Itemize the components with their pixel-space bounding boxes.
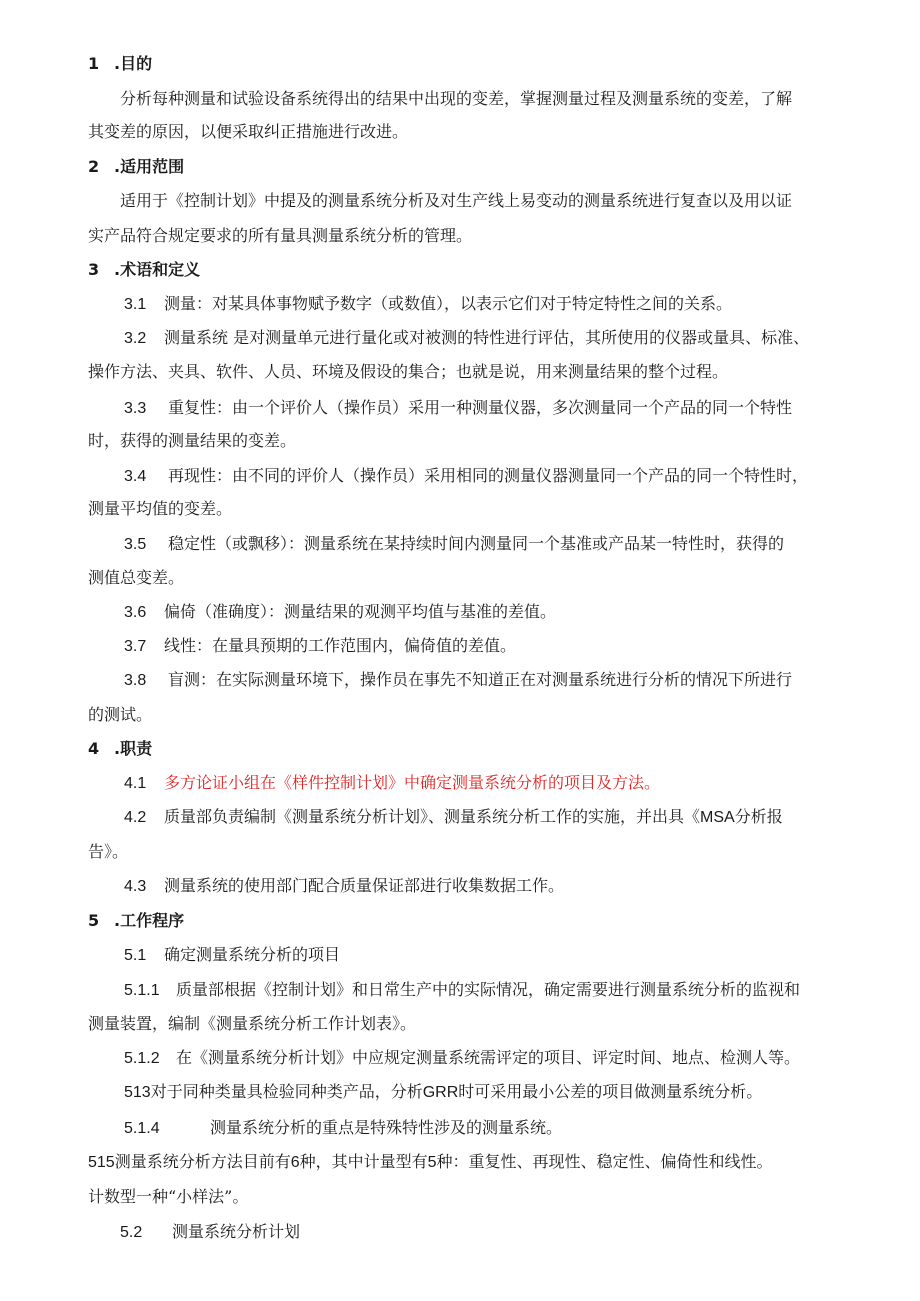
item-text: 测量系统 是对测量单元进行量化或对被测的特性进行评估，其所使用的仪器或量具、标准、 [164,328,810,347]
procedure-continuation: 测量装置，编制《测量系统分析工作计划表》。 [88,1014,417,1033]
procedure-continuation: 计数型一种“小样法”。 [88,1187,249,1206]
item-number: 515 [88,1154,115,1171]
item-text: 确定测量系统分析的项目 [164,945,341,964]
section-2-heading [88,156,184,178]
paragraph-line: 分析每种测量和试验设备系统得出的结果中出现的变差，掌握测量过程及测量系统的变差，了解 [120,89,793,108]
procedure-5-1-3 [124,1081,762,1103]
section-number: 2 [88,157,100,176]
procedure-5-1 [124,944,340,966]
item-number: 3.3 [124,400,147,417]
item-text: 种，其中计量型有 [299,1152,428,1171]
definition-3-7 [124,635,516,657]
section-5-heading [88,910,184,932]
duty-4-2 [124,806,783,828]
definition-3-6 [124,601,556,623]
section-number: 1 [88,54,100,73]
paragraph-line: 适用于《控制计划》中提及的测量系统分析及对生产线上易变动的测量系统进行复查以及用以证 [120,191,793,210]
definition-continuation: 测值总变差。 [88,568,185,587]
definition-3-5 [124,533,784,555]
procedure-5-1-2 [124,1047,800,1069]
item-text: 测量系统的使用部门配合质量保证部进行收集数据工作。 [164,876,565,895]
item-number: 3.2 [124,330,147,347]
item-text-latin: MSA [700,809,735,826]
item-number: 5.1.4 [124,1120,160,1137]
item-text: 盲测：在实际测量环境下，操作员在事先不知道正在对测量系统进行分析的情况下所进行 [168,670,793,689]
item-number: 3.5 [124,536,147,553]
item-number: 3.7 [124,638,147,655]
item-text: 质量部负责编制《测量系统分析计划》、测量系统分析工作的实施，并出具《 [164,807,701,826]
definition-continuation: 的测试。 [88,705,153,724]
section-title: .适用范围 [114,157,185,176]
item-text: 偏倚（准确度）：测量结果的观测平均值与基准的差值。 [164,602,557,621]
duty-4-1 [124,772,660,794]
section-title: .职责 [114,739,153,758]
section-title: .目的 [114,54,153,73]
item-number: 5.1 [124,947,147,964]
item-text: 测量系统分析的重点是特殊特性涉及的测量系统。 [210,1118,563,1137]
section-number: 4 [88,739,100,758]
highlighted-item-text: 多方论证小组在《样件控制计划》中确定测量系统分析的项目及方法。 [164,773,661,792]
item-text: 分析报 [734,807,783,826]
item-number: 3.1 [124,296,147,313]
procedure-5-1-4 [124,1117,562,1139]
item-text: 测量系统分析计划 [172,1222,301,1241]
paragraph-line: 实产品符合规定要求的所有量具测量系统分析的管理。 [88,226,473,245]
section-title: .工作程序 [114,911,185,930]
item-text: 种：重复性、再现性、稳定性、偏倚性和线性。 [436,1152,773,1171]
definition-3-2 [124,327,809,349]
item-text-latin: 6 [290,1154,300,1171]
item-text: 测量：对某具体事物赋予数字（或数值），以表示它们对于特定特性之间的关系。 [164,294,733,313]
section-1-heading [88,53,152,75]
item-text: 在《测量系统分析计划》中应规定测量系统需评定的项目、评定时间、地点、检测人等。 [176,1048,801,1067]
procedure-5-2 [120,1221,300,1243]
item-text: 线性：在量具预期的工作范围内，偏倚值的差值。 [164,636,517,655]
item-number: 4.1 [124,775,147,792]
item-text: 再现性：由不同的评价人（操作员）采用相同的测量仪器测量同一个产品的同一个特性时， [168,466,809,485]
definition-3-4 [124,465,808,487]
item-text: 测量系统分析方法目前有 [114,1152,291,1171]
item-text: 稳定性（或飘移）：测量系统在某持续时间内测量同一个基准或产品某一特性时，获得的 [168,534,785,553]
duty-4-3 [124,875,564,897]
section-number: 3 [88,260,100,279]
item-text: 质量部根据《控制计划》和日常生产中的实际情况，确定需要进行测量系统分析的监视和 [176,980,801,999]
definition-continuation: 测量平均值的变差。 [88,499,233,518]
item-number: 3.8 [124,672,147,689]
section-4-heading [88,738,152,760]
item-text: 时可采用最小公差的项目做测量系统分析。 [458,1082,763,1101]
item-number: 3.6 [124,604,147,621]
section-title: .术语和定义 [114,260,201,279]
item-number: 5.1.2 [124,1050,160,1067]
definition-3-3 [124,397,792,419]
item-text: 重复性：由一个评价人（操作员）采用一种测量仪器，多次测量同一个产品的同一个特性 [168,398,793,417]
definition-continuation: 时，获得的测量结果的变差。 [88,431,297,450]
definition-3-8 [124,669,792,691]
item-number: 3.4 [124,468,147,485]
item-number: 5.1.1 [124,982,160,999]
procedure-5-1-5 [88,1151,773,1173]
definition-3-1 [124,293,732,315]
item-number: 513 [124,1084,151,1101]
paragraph-line: 其变差的原因，以便采取纠正措施进行改进。 [88,122,409,141]
section-number: 5 [88,911,100,930]
item-text: 对于同种类量具检验同种类产品，分析 [150,1082,423,1101]
item-number: 4.3 [124,878,147,895]
definition-continuation: 操作方法、夹具、软件、人员、环境及假设的集合；也就是说，用来测量结果的整个过程。 [88,362,729,381]
item-text-latin: 5 [427,1154,437,1171]
duty-continuation: 告》。 [88,842,129,861]
section-3-heading [88,259,200,281]
item-number: 4.2 [124,809,147,826]
procedure-5-1-1 [124,979,800,1001]
item-text-latin: GRR [422,1084,459,1101]
item-number: 5.2 [120,1224,143,1241]
